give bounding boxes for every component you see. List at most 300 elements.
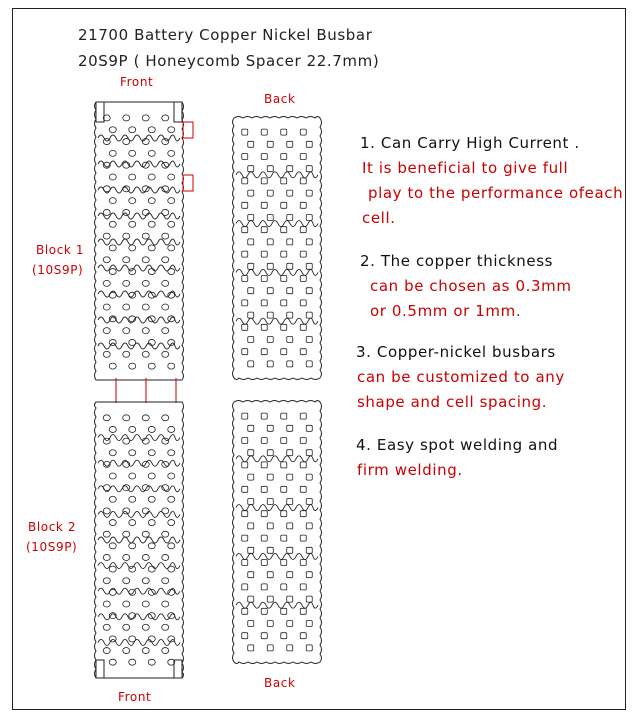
front-hole	[129, 221, 136, 227]
back-hole	[306, 288, 312, 294]
back-hole	[261, 438, 267, 444]
back-hole	[261, 251, 267, 257]
back-hole	[267, 312, 273, 318]
front-hole	[109, 659, 116, 665]
front-hole	[129, 339, 136, 345]
front-hole	[129, 198, 136, 204]
front-tab	[96, 660, 104, 678]
front-hole	[148, 127, 155, 133]
note1-heading: 1. Can Carry High Current .	[360, 134, 580, 152]
back-hole	[287, 337, 293, 343]
back-hole	[261, 608, 267, 614]
front-hole	[168, 613, 175, 619]
block2-config: (10S9P)	[26, 540, 78, 554]
back-hole	[242, 633, 248, 639]
front-hole	[142, 554, 149, 560]
back-hole	[281, 584, 287, 590]
front-hole	[103, 280, 110, 286]
back-hole	[287, 288, 293, 294]
back-hole	[242, 227, 248, 233]
front-hole	[162, 257, 169, 263]
front-hole	[103, 351, 110, 357]
back-hole	[306, 621, 312, 627]
back-hole	[287, 263, 293, 269]
back-hole	[300, 324, 306, 330]
front-hole	[109, 363, 116, 369]
back-hole	[287, 141, 293, 147]
back-hole	[261, 560, 267, 566]
back-hole	[267, 645, 273, 651]
back-hole	[261, 324, 267, 330]
back-hole	[306, 361, 312, 367]
front-hole	[168, 543, 175, 549]
back-hole	[261, 276, 267, 282]
back-hole	[248, 312, 254, 318]
front-hole	[109, 520, 116, 526]
back-hole	[261, 202, 267, 208]
back-hole	[300, 227, 306, 233]
front-tab	[174, 660, 182, 678]
back-hole	[242, 300, 248, 306]
front-hole	[142, 351, 149, 357]
front-hole	[123, 351, 130, 357]
front-hole	[142, 233, 149, 239]
front-hole	[123, 624, 130, 630]
front-hole	[162, 280, 169, 286]
front-hole	[162, 233, 169, 239]
back-hole	[281, 129, 287, 135]
back-hole	[306, 499, 312, 505]
back-hole	[261, 300, 267, 306]
front-hole	[148, 543, 155, 549]
front-hole	[148, 174, 155, 180]
back-hole	[287, 499, 293, 505]
front-hole	[129, 473, 136, 479]
note2-heading: 2. The copper thickness	[360, 252, 554, 270]
front-hole	[148, 245, 155, 251]
front-hole	[142, 648, 149, 654]
back-plate-block2	[233, 401, 322, 664]
front-hole	[123, 304, 130, 310]
back-hole	[300, 462, 306, 468]
front-hole	[142, 508, 149, 514]
front-hole	[148, 269, 155, 275]
back-hole	[248, 547, 254, 553]
back-hole	[267, 450, 273, 456]
front-hole	[123, 233, 130, 239]
back-hole	[242, 251, 248, 257]
back-hole	[267, 523, 273, 529]
front-hole	[142, 139, 149, 145]
back-hole	[281, 251, 287, 257]
back-hole	[248, 288, 254, 294]
front-hole	[142, 438, 149, 444]
front-hole	[103, 578, 110, 584]
back-hole	[248, 596, 254, 602]
back-hole	[261, 178, 267, 184]
front-hole	[148, 150, 155, 156]
front-hole	[109, 269, 116, 275]
back-hole	[267, 596, 273, 602]
back-hole	[287, 166, 293, 172]
front-label-bottom: Front	[118, 690, 152, 704]
back-hole	[306, 547, 312, 553]
back-hole	[242, 511, 248, 517]
front-hole	[103, 648, 110, 654]
back-hole	[306, 312, 312, 318]
back-hole	[248, 499, 254, 505]
back-hole	[267, 288, 273, 294]
back-hole	[248, 239, 254, 245]
back-hole	[287, 596, 293, 602]
front-hole	[148, 659, 155, 665]
back-hole	[261, 584, 267, 590]
front-hole	[103, 624, 110, 630]
front-hole	[129, 245, 136, 251]
back-hole	[300, 129, 306, 135]
front-hole	[148, 339, 155, 345]
front-hole	[109, 496, 116, 502]
front-hole	[162, 531, 169, 537]
back-plate-block1	[233, 117, 322, 380]
front-hole	[162, 351, 169, 357]
back-hole	[267, 499, 273, 505]
front-hole	[162, 415, 169, 421]
front-hole	[142, 601, 149, 607]
back-hole	[267, 572, 273, 578]
front-hole	[162, 648, 169, 654]
front-hole	[109, 450, 116, 456]
front-hole	[168, 150, 175, 156]
front-hole	[129, 150, 136, 156]
front-hole	[162, 209, 169, 215]
back-hole	[306, 645, 312, 651]
back-hole	[248, 645, 254, 651]
front-hole	[148, 496, 155, 502]
front-hole	[123, 554, 130, 560]
back-separator	[236, 269, 318, 275]
back-hole	[281, 511, 287, 517]
front-hole	[103, 601, 110, 607]
front-hole	[148, 198, 155, 204]
back-hole	[267, 239, 273, 245]
back-hole	[300, 154, 306, 160]
front-hole	[142, 328, 149, 334]
back-hole	[300, 276, 306, 282]
back-hole	[248, 215, 254, 221]
back-hole	[248, 450, 254, 456]
back-hole	[248, 263, 254, 269]
front-hole	[142, 304, 149, 310]
front-hole	[109, 566, 116, 572]
front-hole	[142, 578, 149, 584]
front-hole	[123, 415, 130, 421]
front-hole	[162, 115, 169, 121]
back-hole	[267, 166, 273, 172]
front-hole	[103, 139, 110, 145]
front-hole	[123, 328, 130, 334]
front-hole	[168, 520, 175, 526]
front-hole	[103, 531, 110, 537]
front-hole	[162, 508, 169, 514]
back-hole	[300, 535, 306, 541]
front-hole	[129, 636, 136, 642]
front-hole	[109, 543, 116, 549]
back-hole	[300, 349, 306, 355]
front-hole	[109, 292, 116, 298]
back-separator	[236, 318, 318, 324]
front-separator	[98, 537, 180, 543]
note3-line: can be customized to any	[357, 368, 565, 386]
back-hole	[248, 572, 254, 578]
back-hole	[242, 413, 248, 419]
front-hole	[123, 485, 130, 491]
front-hole	[129, 127, 136, 133]
front-hole	[103, 257, 110, 263]
front-hole	[103, 186, 110, 192]
front-hole	[129, 363, 136, 369]
front-label-top: Front	[120, 75, 154, 89]
front-hole	[109, 339, 116, 345]
front-hole	[123, 508, 130, 514]
back-hole	[306, 190, 312, 196]
back-hole	[281, 324, 287, 330]
back-hole	[281, 486, 287, 492]
note2-line: or 0.5mm or 1mm.	[370, 302, 522, 320]
front-hole	[103, 438, 110, 444]
front-hole	[162, 461, 169, 467]
front-hole	[168, 589, 175, 595]
back-hole	[242, 154, 248, 160]
back-hole	[287, 450, 293, 456]
front-hole	[109, 221, 116, 227]
back-hole	[242, 324, 248, 330]
front-hole	[109, 473, 116, 479]
note2-line: can be chosen as 0.3mm	[370, 277, 572, 295]
back-hole	[261, 535, 267, 541]
front-hole	[103, 328, 110, 334]
back-hole	[306, 141, 312, 147]
back-hole	[306, 166, 312, 172]
front-hole	[168, 450, 175, 456]
back-hole	[306, 425, 312, 431]
back-hole	[306, 239, 312, 245]
back-hole	[300, 511, 306, 517]
back-hole	[281, 462, 287, 468]
back-hole	[281, 349, 287, 355]
front-hole	[148, 450, 155, 456]
back-hole	[300, 486, 306, 492]
block1-config: (10S9P)	[32, 263, 84, 277]
front-hole	[162, 485, 169, 491]
front-hole	[123, 115, 130, 121]
front-hole	[168, 245, 175, 251]
back-hole	[287, 190, 293, 196]
front-hole	[103, 233, 110, 239]
back-hole	[281, 413, 287, 419]
note1-line: It is beneficial to give full	[362, 159, 569, 177]
front-dimension-mark	[183, 122, 193, 138]
front-hole	[168, 566, 175, 572]
back-hole	[287, 425, 293, 431]
front-hole	[129, 496, 136, 502]
back-hole	[242, 438, 248, 444]
front-hole	[162, 162, 169, 168]
back-label-bottom: Back	[264, 676, 296, 690]
back-hole	[300, 608, 306, 614]
front-hole	[123, 648, 130, 654]
front-hole	[142, 415, 149, 421]
front-hole	[123, 209, 130, 215]
back-hole	[300, 178, 306, 184]
block1-name: Block 1	[36, 243, 85, 257]
back-hole	[242, 276, 248, 282]
front-hole	[168, 127, 175, 133]
front-hole	[103, 508, 110, 514]
back-hole	[281, 633, 287, 639]
back-hole	[261, 633, 267, 639]
front-tab	[96, 102, 104, 122]
back-hole	[267, 215, 273, 221]
front-hole	[148, 426, 155, 432]
front-hole	[148, 520, 155, 526]
front-hole	[123, 601, 130, 607]
back-hole	[267, 361, 273, 367]
back-hole	[281, 276, 287, 282]
back-hole	[287, 474, 293, 480]
back-hole	[306, 523, 312, 529]
back-hole	[261, 413, 267, 419]
back-hole	[281, 154, 287, 160]
back-hole	[306, 596, 312, 602]
front-hole	[148, 566, 155, 572]
back-hole	[300, 300, 306, 306]
back-hole	[281, 438, 287, 444]
front-dimension-mark	[183, 175, 193, 191]
note1-line: play to the performance ofeach	[368, 184, 624, 202]
back-hole	[248, 523, 254, 529]
front-hole	[162, 624, 169, 630]
back-separator	[236, 221, 318, 227]
front-hole	[129, 292, 136, 298]
note1-line: cell.	[362, 209, 396, 227]
back-hole	[300, 202, 306, 208]
front-hole	[142, 257, 149, 263]
back-hole	[267, 425, 273, 431]
back-hole	[300, 560, 306, 566]
back-hole	[306, 337, 312, 343]
front-hole	[129, 543, 136, 549]
front-hole	[103, 304, 110, 310]
back-hole	[287, 621, 293, 627]
front-hole	[168, 316, 175, 322]
back-separator	[236, 505, 318, 511]
back-hole	[248, 141, 254, 147]
front-hole	[109, 174, 116, 180]
front-hole	[168, 269, 175, 275]
back-hole	[261, 462, 267, 468]
front-hole	[109, 150, 116, 156]
back-hole	[261, 129, 267, 135]
front-hole	[162, 554, 169, 560]
back-hole	[242, 202, 248, 208]
back-hole	[242, 608, 248, 614]
back-hole	[267, 141, 273, 147]
front-separator	[98, 239, 180, 245]
front-hole	[123, 257, 130, 263]
front-hole	[129, 659, 136, 665]
front-hole	[129, 450, 136, 456]
front-hole	[109, 636, 116, 642]
back-hole	[287, 215, 293, 221]
back-hole	[306, 215, 312, 221]
back-hole	[306, 263, 312, 269]
front-hole	[162, 328, 169, 334]
back-hole	[287, 239, 293, 245]
back-hole	[242, 535, 248, 541]
front-hole	[123, 186, 130, 192]
front-hole	[148, 363, 155, 369]
back-hole	[300, 584, 306, 590]
front-hole	[148, 473, 155, 479]
front-hole	[162, 304, 169, 310]
front-hole	[148, 636, 155, 642]
back-hole	[267, 263, 273, 269]
front-hole	[109, 245, 116, 251]
back-hole	[300, 438, 306, 444]
front-hole	[148, 221, 155, 227]
back-hole	[242, 560, 248, 566]
back-hole	[248, 361, 254, 367]
back-hole	[248, 166, 254, 172]
front-hole	[123, 139, 130, 145]
back-hole	[267, 621, 273, 627]
front-hole	[129, 174, 136, 180]
back-hole	[248, 190, 254, 196]
back-hole	[248, 474, 254, 480]
back-hole	[287, 547, 293, 553]
back-hole	[287, 523, 293, 529]
note3-line: shape and cell spacing.	[357, 393, 548, 411]
back-hole	[261, 154, 267, 160]
front-hole	[142, 280, 149, 286]
front-hole	[129, 426, 136, 432]
note4-line: firm welding.	[357, 461, 463, 479]
front-hole	[168, 221, 175, 227]
back-hole	[300, 251, 306, 257]
back-hole	[261, 511, 267, 517]
front-hole	[123, 531, 130, 537]
front-hole	[129, 566, 136, 572]
back-hole	[281, 300, 287, 306]
back-separator	[236, 553, 318, 559]
back-hole	[248, 621, 254, 627]
front-hole	[168, 198, 175, 204]
back-hole	[242, 129, 248, 135]
block2-name: Block 2	[28, 520, 77, 534]
back-hole	[242, 486, 248, 492]
front-hole	[109, 127, 116, 133]
note3-heading: 3. Copper-nickel busbars	[356, 343, 556, 361]
back-separator	[236, 602, 318, 608]
back-hole	[281, 178, 287, 184]
front-hole	[109, 426, 116, 432]
back-hole	[281, 608, 287, 614]
back-hole	[267, 547, 273, 553]
front-hole	[142, 209, 149, 215]
front-hole	[168, 473, 175, 479]
title-line-1: 21700 Battery Copper Nickel Busbar	[78, 26, 373, 44]
